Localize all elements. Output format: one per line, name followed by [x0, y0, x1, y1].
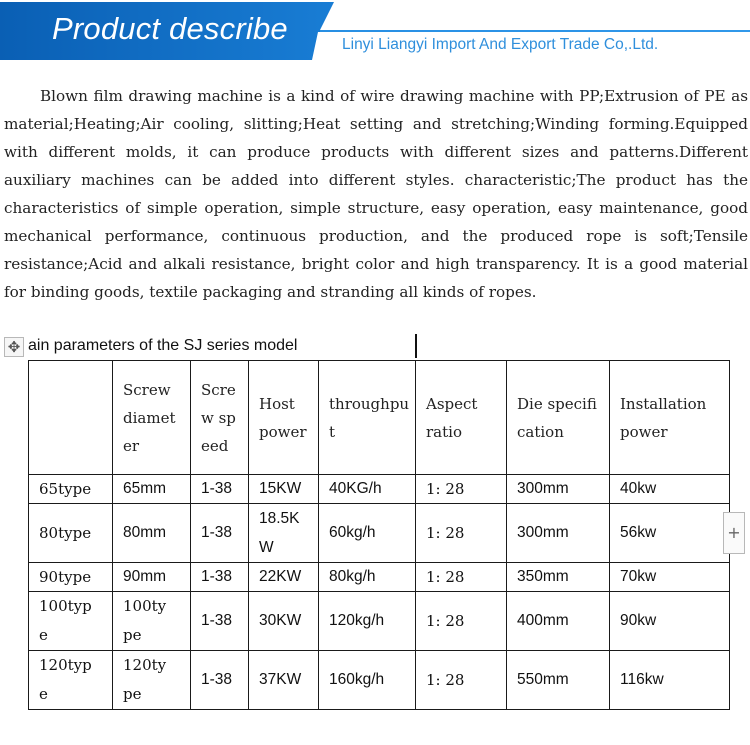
table-row	[29, 563, 730, 592]
parameters-table	[28, 360, 730, 710]
table-cell: 80mm	[113, 504, 191, 563]
header-cell-screw-speed: Screw speed	[191, 361, 249, 475]
table-cell: 90type	[29, 563, 113, 592]
table-cell: 30KW	[249, 592, 319, 651]
table-row	[29, 592, 730, 651]
table-cell: 1-38	[191, 504, 249, 563]
company-name: Linyi Liangyi Import And Export Trade Co,.Ltd.	[342, 36, 659, 53]
table-cell: 1: 28	[416, 651, 507, 710]
table-cell: 65mm	[113, 475, 191, 504]
header-cell-aspect-ratio: Aspect ratio	[416, 361, 507, 475]
table-cell: 100type	[29, 592, 113, 651]
table-cell: 80type	[29, 504, 113, 563]
table-cell: 1: 28	[416, 475, 507, 504]
table-cell: 1: 28	[416, 504, 507, 563]
table-cell: 90mm	[113, 563, 191, 592]
table-cell: 300mm	[507, 475, 610, 504]
text-cursor	[415, 334, 417, 358]
header-cell-installation-power: Installation power	[610, 361, 730, 475]
table-cell: 56kw	[610, 504, 730, 563]
table-cell: 90kw	[610, 592, 730, 651]
table-cell: 70kw	[610, 563, 730, 592]
table-cell: 1-38	[191, 563, 249, 592]
header-banner	[0, 0, 750, 66]
table-row	[29, 475, 730, 504]
table-cell: 40kw	[610, 475, 730, 504]
table-row	[29, 504, 730, 563]
table-cell: 550mm	[507, 651, 610, 710]
table-cell: 120type	[29, 651, 113, 710]
table-cell: 100type	[113, 592, 191, 651]
header-cell-throughput: throughput	[319, 361, 416, 475]
table-cell: 60kg/h	[319, 504, 416, 563]
table-row	[29, 651, 730, 710]
table-cell: 37KW	[249, 651, 319, 710]
table-cell: 15KW	[249, 475, 319, 504]
table-cell: 350mm	[507, 563, 610, 592]
table-cell: 1: 28	[416, 592, 507, 651]
header-cell-die-specification: Die specification	[507, 361, 610, 475]
table-cell: 116kw	[610, 651, 730, 710]
table-cell: 1-38	[191, 592, 249, 651]
header-cell-screw-diameter: Screw diameter	[113, 361, 191, 475]
table-cell: 80kg/h	[319, 563, 416, 592]
header-cell-host-power: Host power	[249, 361, 319, 475]
table-cell: 120kg/h	[319, 592, 416, 651]
table-cell: 300mm	[507, 504, 610, 563]
table-cell: 1-38	[191, 651, 249, 710]
product-description	[4, 82, 748, 306]
plus-icon[interactable]: +	[723, 512, 745, 554]
description-text: Blown film drawing machine is a kind of wire drawing machine with PP;Extrusion of PE as material;Heating;Air cooling, slitting;Heat setting and stretching;Winding forming.Equipped with different molds, it can produce products with different sizes and patterns.Different auxiliary machines can be added into different styles. characteristic;The product has the characteristics of simple operation, simple structure, easy operation, easy maintenance, good mechanical performance, continuous production, and the produced rope is soft;Tensile resistance;Acid and alkali resistance, bright color and high transparency. It is a good material for binding goods, textile packaging and stranding all kinds of ropes.	[4, 87, 748, 301]
table-cell: 1: 28	[416, 563, 507, 592]
table-cell: 160kg/h	[319, 651, 416, 710]
table-header-row	[29, 361, 730, 475]
table-cell: 400mm	[507, 592, 610, 651]
table-caption: ain parameters of the SJ series model	[28, 337, 298, 354]
table-cell: 65type	[29, 475, 113, 504]
table-cell: 22KW	[249, 563, 319, 592]
table-cell: 120type	[113, 651, 191, 710]
table-cell: 40KG/h	[319, 475, 416, 504]
table-cell: 1-38	[191, 475, 249, 504]
page-title: Product describe	[52, 11, 288, 46]
move-handle-icon[interactable]: ✥	[4, 337, 24, 357]
header-cell	[29, 361, 113, 475]
table-cell: 18.5KW	[249, 504, 319, 563]
